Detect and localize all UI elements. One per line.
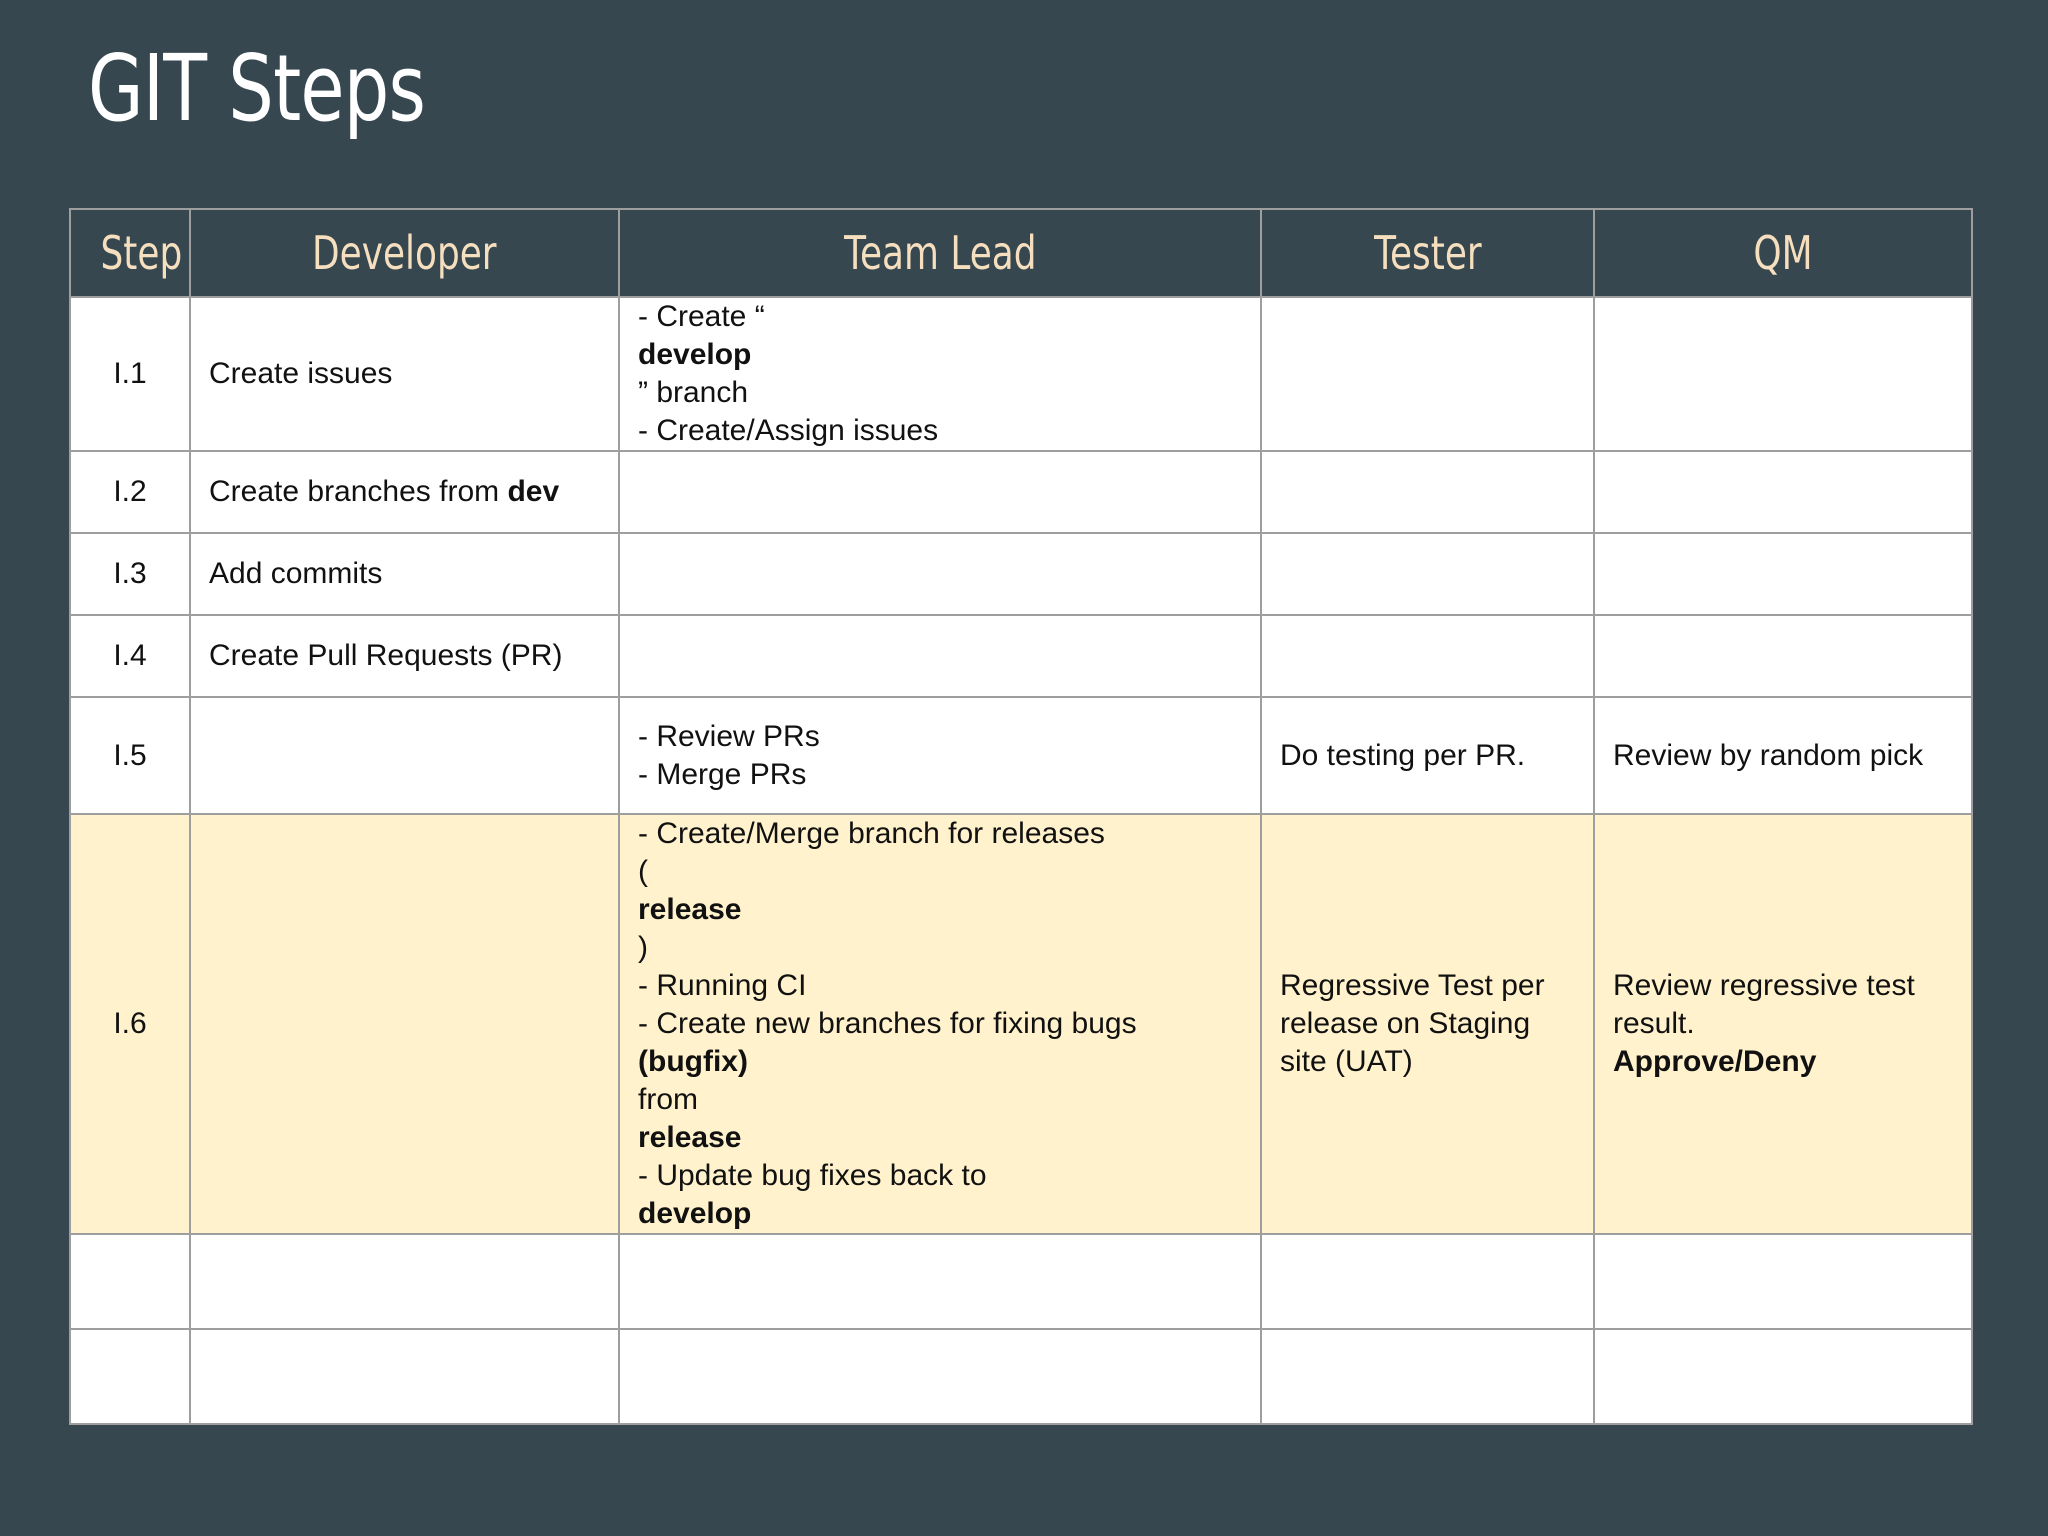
qm-cell — [1594, 451, 1972, 533]
qm-cell — [1594, 1234, 1972, 1329]
step-cell: I.3 — [70, 533, 190, 615]
header-team-lead: Team Lead — [619, 209, 1261, 297]
team-lead-cell — [619, 1234, 1261, 1329]
team-lead-cell — [619, 451, 1261, 533]
team-lead-cell — [619, 615, 1261, 697]
qm-cell — [1594, 533, 1972, 615]
qm-cell — [1594, 615, 1972, 697]
developer-cell: Create issues — [190, 297, 619, 451]
qm-cell — [1594, 1329, 1972, 1424]
table-row-empty — [70, 1234, 1972, 1329]
step-cell: I.4 — [70, 615, 190, 697]
table-row-empty — [70, 1329, 1972, 1424]
developer-cell — [190, 697, 619, 814]
team-lead-cell: - Create/Merge branch for releases ( release ) - Running CI - Create new branches for fixing bugs (bugfix) from release - Update bug fixes back to develop — [619, 814, 1261, 1234]
developer-cell — [190, 814, 619, 1234]
table-row — [70, 615, 1972, 697]
team-lead-cell: - Create “ develop ” branch - Create/Assign issues — [619, 297, 1261, 451]
git-steps-table — [69, 208, 1973, 1425]
tester-cell — [1261, 297, 1594, 451]
qm-cell: Review by random pick — [1594, 697, 1972, 814]
table-header-row — [70, 209, 1972, 297]
table-row — [70, 697, 1972, 814]
tester-cell: Do testing per PR. — [1261, 697, 1594, 814]
step-cell: I.1 — [70, 297, 190, 451]
step-cell — [70, 1234, 190, 1329]
developer-cell — [190, 1234, 619, 1329]
tester-cell: Regressive Test per release on Staging site (UAT) — [1261, 814, 1594, 1234]
team-lead-cell — [619, 533, 1261, 615]
tester-cell — [1261, 1329, 1594, 1424]
team-lead-cell: - Review PRs - Merge PRs — [619, 697, 1261, 814]
team-lead-cell — [619, 1329, 1261, 1424]
header-qm: QM — [1594, 209, 1972, 297]
step-cell: I.5 — [70, 697, 190, 814]
qm-cell: Review regressive test result. Approve/Deny — [1594, 814, 1972, 1234]
step-cell — [70, 1329, 190, 1424]
qm-cell — [1594, 297, 1972, 451]
developer-cell: Add commits — [190, 533, 619, 615]
header-developer: Developer — [190, 209, 619, 297]
tester-cell — [1261, 451, 1594, 533]
tester-cell — [1261, 1234, 1594, 1329]
tester-cell — [1261, 533, 1594, 615]
table-row — [70, 297, 1972, 451]
developer-cell: Create Pull Requests (PR) — [190, 615, 619, 697]
developer-cell: Create branches from dev — [190, 451, 619, 533]
step-cell: I.6 — [70, 814, 190, 1234]
slide-title: GIT Steps — [88, 35, 426, 142]
header-step: Step — [70, 209, 190, 297]
developer-cell — [190, 1329, 619, 1424]
step-cell: I.2 — [70, 451, 190, 533]
tester-cell — [1261, 615, 1594, 697]
header-tester: Tester — [1261, 209, 1594, 297]
table-row — [70, 451, 1972, 533]
table-row — [70, 533, 1972, 615]
table-row-highlighted — [70, 814, 1972, 1234]
